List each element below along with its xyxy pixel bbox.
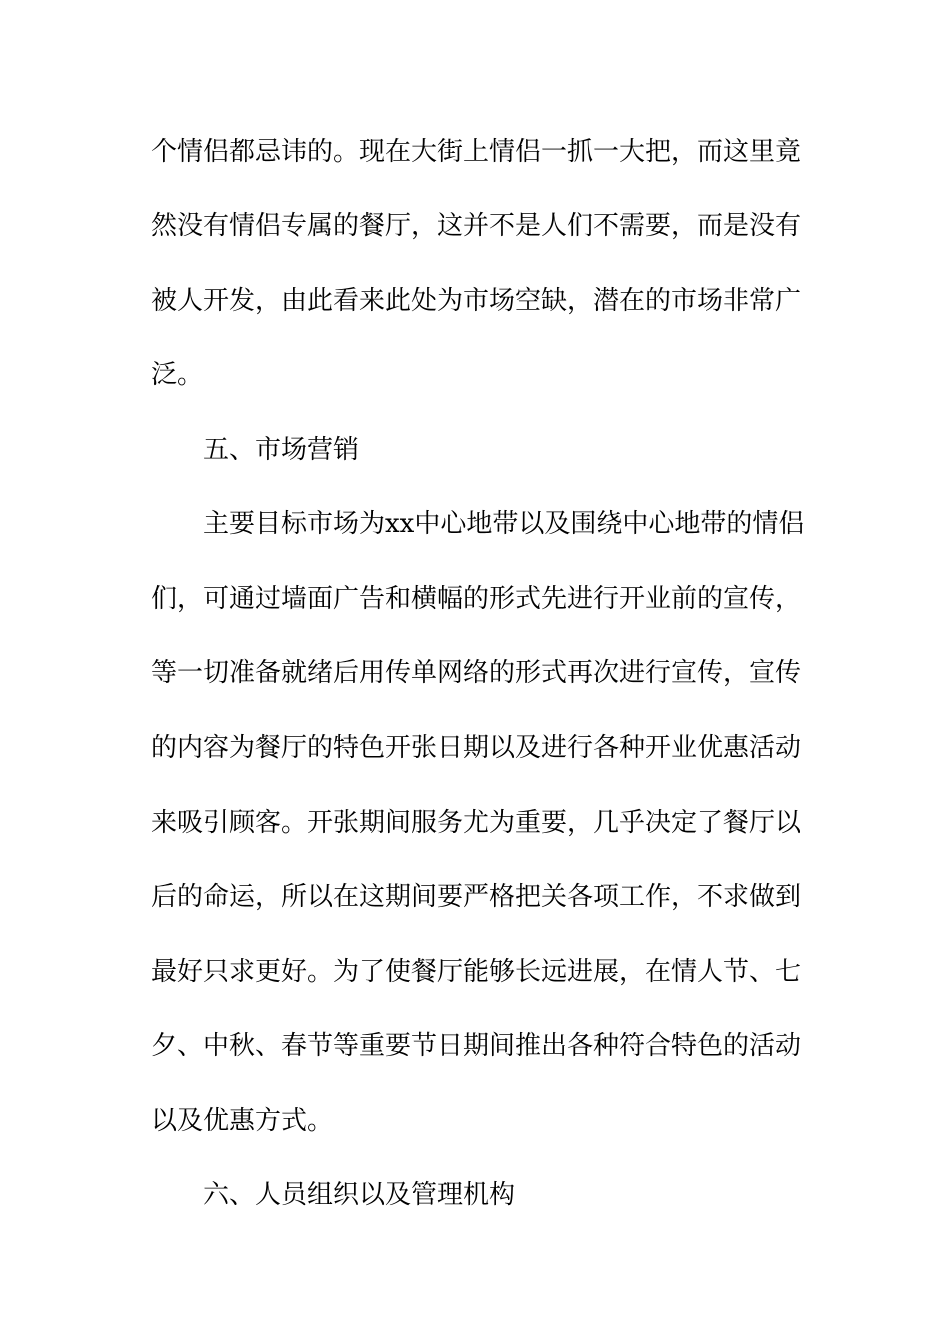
paragraph-line: 的内容为餐厅的特色开张日期以及进行各种开业优惠活动 [151,733,802,763]
paragraph-line: 以及优惠方式。 [151,1106,334,1136]
section-heading-marketing: 五、市场营销 [203,435,360,465]
paragraph-line: 们，可通过墙面广告和横幅的形式先进行开业前的宣传， [151,584,802,614]
section-heading-organization: 六、人员组织以及管理机构 [203,1180,516,1210]
paragraph-line: 等一切准备就绪后用传单网络的形式再次进行宣传，宣传 [151,658,802,688]
paragraph-line: 来吸引顾客。开张期间服务尤为重要，几乎决定了餐厅以 [151,808,802,838]
paragraph-line: 然没有情侣专属的餐厅，这并不是人们不需要，而是没有 [151,211,802,241]
paragraph-line: 泛。 [151,360,204,390]
paragraph-line: 被人开发，由此看来此处为市场空缺，潜在的市场非常广 [151,286,802,316]
paragraph-line: 主要目标市场为xx中心地带以及围绕中心地带的情侣 [203,509,805,539]
paragraph-line: 个情侣都忌讳的。现在大街上情侣一抓一大把，而这里竟 [151,137,802,167]
paragraph-line: 最好只求更好。为了使餐厅能够长远进展，在情人节、七 [151,957,802,987]
paragraph-line: 后的命运，所以在这期间要严格把关各项工作，不求做到 [151,882,802,912]
paragraph-line: 夕、中秋、春节等重要节日期间推出各种符合特色的活动 [151,1031,802,1061]
